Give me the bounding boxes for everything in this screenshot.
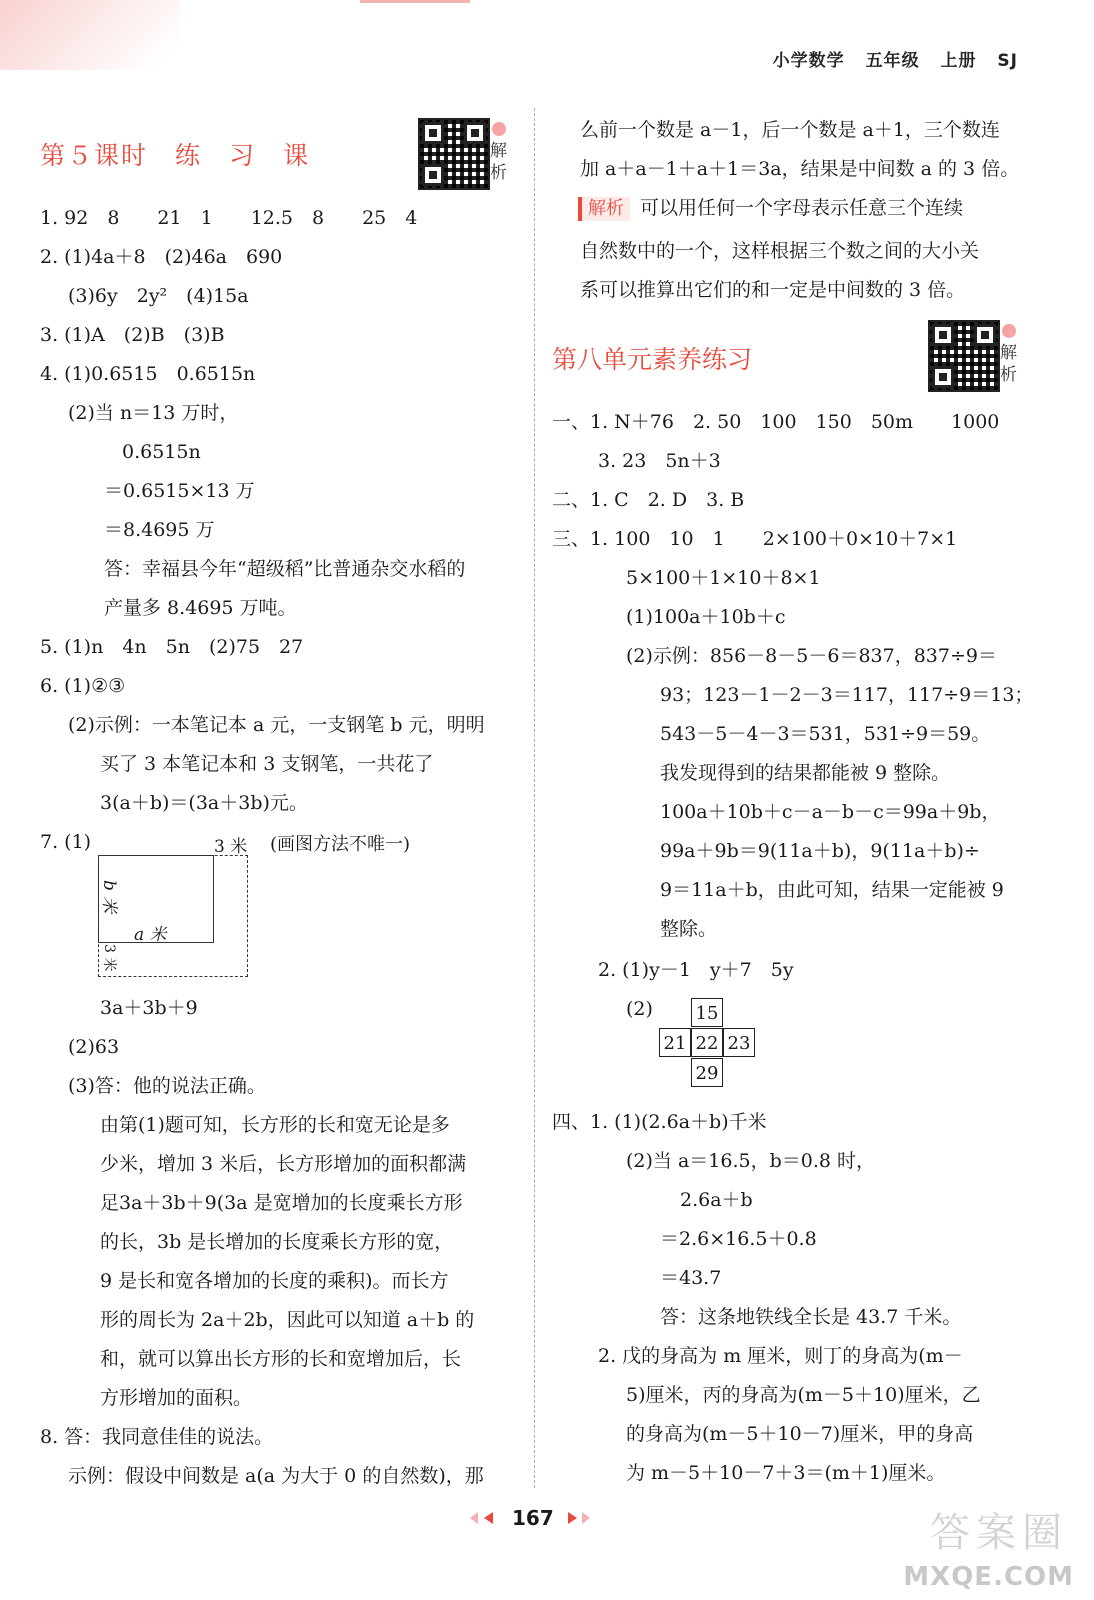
lesson-title: 第５课时 练 习 课	[40, 141, 311, 170]
answer-line: (2)当 n＝13 万时，	[68, 402, 239, 424]
qr-label: 解 析	[490, 141, 507, 183]
analysis-text: 可以用任何一个字母表示任意三个连续	[640, 197, 964, 219]
grid-cell-center: 22	[691, 1028, 723, 1057]
answer-line: ＝43.7	[660, 1267, 722, 1289]
figure-corner-label: 3 米	[101, 944, 117, 972]
qr-code-icon[interactable]	[928, 320, 1000, 392]
grid-cell-bottom: 29	[691, 1058, 723, 1087]
answer-line: 3a＋3b＋9	[100, 997, 198, 1019]
column-divider	[534, 108, 535, 1488]
answer-line: (2)	[626, 998, 653, 1020]
unit-title: 第八单元素养练习	[552, 345, 753, 374]
page-number: 167	[512, 1506, 554, 1530]
answer-line: 四、1. (1)(2.6a＋b)千米	[552, 1111, 767, 1133]
answer-line: 么前一个数是 a－1，后一个数是 a＋1，三个数连	[580, 119, 1000, 141]
answer-line: 答：幸福县今年“超级稻”比普通杂交水稻的	[104, 558, 466, 580]
figure-side-label: b 米	[99, 880, 119, 914]
answer-line: 3(a＋b)＝(3a＋3b)元。	[100, 792, 308, 814]
header-edition: SJ	[997, 51, 1018, 71]
top-decoration	[360, 0, 470, 3]
header-subject: 小学数学	[772, 51, 845, 71]
answer-line: (3)答：他的说法正确。	[68, 1075, 266, 1097]
analysis-line: 自然数中的一个，这样根据三个数之间的大小关	[580, 240, 980, 262]
answer-line: 0.6515n	[122, 441, 201, 463]
answer-line: 99a＋9b＝9(11a＋b)，9(11a＋b)÷	[660, 840, 980, 862]
answer-line: 三、1. 100 10 1 2×100＋0×10＋7×1	[552, 528, 958, 550]
analysis-line	[578, 196, 963, 221]
answer-line: 9＝11a＋b，由此可知，结果一定能被 9	[660, 879, 1004, 901]
answer-line: 4. (1)0.6515 0.6515n	[40, 363, 256, 385]
answer-line: 方形增加的面积。	[100, 1387, 253, 1409]
prev-page-icon[interactable]	[484, 1512, 493, 1524]
grid-cell-left: 21	[659, 1028, 691, 1057]
answer-line: 买了 3 本笔记本和 3 支钢笔，一共花了	[100, 753, 434, 775]
answer-line: 3. 23 5n＋3	[598, 450, 721, 472]
answer-line: 少米，增加 3 米后，长方形增加的面积都满	[100, 1153, 467, 1175]
answer-line: 为 m－5＋10－7＋3＝(m＋1)厘米。	[626, 1462, 946, 1484]
play-icon	[1002, 324, 1016, 338]
qr-label: 解 析	[1000, 343, 1017, 385]
answer-line: 8. 答：我同意佳佳的说法。	[40, 1426, 274, 1448]
figure-top-label: 3 米	[214, 837, 248, 857]
grid-cell-top: 15	[691, 998, 723, 1027]
answer-line: 93；123－1－2－3＝117，117÷9＝13；	[660, 684, 1034, 706]
play-icon	[492, 122, 506, 136]
qr-code-icon[interactable]	[418, 118, 490, 190]
answer-line: (1)100a＋10b＋c	[626, 606, 786, 628]
answer-line: 由第(1)题可知，长方形的长和宽无论是多	[100, 1114, 450, 1136]
answer-line: 7. (1)	[40, 831, 92, 853]
grid-cell-right: 23	[723, 1028, 755, 1057]
figure-note: (画图方法不唯一)	[270, 834, 411, 855]
page-header	[773, 46, 1018, 71]
answer-line: 1. 92 8 21 1 12.5 8 25 4	[40, 207, 418, 229]
answer-line: (2)当 a＝16.5，b＝0.8 时，	[626, 1150, 876, 1172]
answer-line: 示例：假设中间数是 a(a 为大于 0 的自然数)，那	[68, 1465, 484, 1487]
answer-line: 543－5－4－3＝531，531÷9＝59。	[660, 723, 991, 745]
next-page-icon[interactable]	[582, 1512, 590, 1524]
header-volume: 上册	[940, 51, 977, 71]
answer-line: 100a＋10b＋c－a－b－c＝99a＋9b，	[660, 801, 1001, 823]
watermark: MXQE.COM	[903, 1562, 1074, 1592]
answer-line: (2)63	[68, 1036, 120, 1058]
answer-line: 2. 戊的身高为 m 厘米，则丁的身高为(m－	[598, 1345, 963, 1367]
answer-line: 5)厘米，丙的身高为(m－5＋10)厘米，乙	[626, 1384, 981, 1406]
answer-line: 3. (1)A (2)B (3)B	[40, 324, 225, 346]
answer-line: (2)示例：856－8－5－6＝837，837÷9＝	[626, 645, 997, 667]
answer-line: 一、1. N＋76 2. 50 100 150 50m 1000	[552, 411, 1000, 433]
answer-line: (3)6y 2y² (4)15a	[68, 285, 249, 307]
answer-line: 9 是长和宽各增加的长度的乘积)。而长方	[100, 1270, 449, 1292]
prev-page-icon[interactable]	[470, 1512, 478, 1524]
answer-line: 5. (1)n 4n 5n (2)75 27	[40, 636, 304, 658]
answer-line: 答：这条地铁线全长是 43.7 千米。	[660, 1306, 962, 1328]
answer-line: 我发现得到的结果都能被 9 整除。	[660, 762, 951, 784]
analysis-tag: 解析	[578, 197, 630, 221]
figure-bottom-label: a 米	[134, 925, 167, 945]
answer-line: 2. (1)4a＋8 (2)46a 690	[40, 246, 283, 268]
answer-line: 二、1. C 2. D 3. B	[552, 489, 745, 511]
answer-line: 产量多 8.4695 万吨。	[104, 597, 297, 619]
watermark-chinese: 答案圈	[930, 1510, 1068, 1556]
answer-line: ＝0.6515×13 万	[104, 480, 255, 502]
answer-line: 的身高为(m－5＋10－7)厘米，甲的身高	[626, 1423, 974, 1445]
answer-line: 加 a＋a－1＋a＋1＝3a，结果是中间数 a 的 3 倍。	[580, 158, 1020, 180]
answer-line: 整除。	[660, 918, 718, 940]
answer-line: 足3a＋3b＋9(3a 是宽增加的长度乘长方形	[100, 1192, 463, 1214]
next-page-icon[interactable]	[568, 1512, 577, 1524]
answer-line: 和，就可以算出长方形的长和宽增加后，长	[100, 1348, 462, 1370]
answer-line: (2)示例：一本笔记本 a 元，一支钢笔 b 元，明明	[68, 714, 485, 736]
answer-line: 的长，3b 是长增加的长度乘长方形的宽，	[100, 1231, 454, 1253]
answer-line: 5×100＋1×10＋8×1	[626, 567, 821, 589]
analysis-line: 系可以推算出它们的和一定是中间数的 3 倍。	[580, 279, 966, 301]
answer-line: ＝2.6×16.5＋0.8	[660, 1228, 817, 1250]
header-grade: 五年级	[865, 51, 920, 71]
answer-line: 形的周长为 2a＋2b，因此可以知道 a＋b 的	[100, 1309, 475, 1331]
answer-line: ＝8.4695 万	[104, 519, 215, 541]
enlarged-rectangle	[98, 855, 248, 977]
answer-line: 2. (1)y－1 y＋7 5y	[598, 959, 794, 981]
corner-decoration	[0, 0, 180, 70]
answer-line: 6. (1)②③	[40, 675, 126, 697]
answer-line: 2.6a＋b	[680, 1189, 753, 1211]
